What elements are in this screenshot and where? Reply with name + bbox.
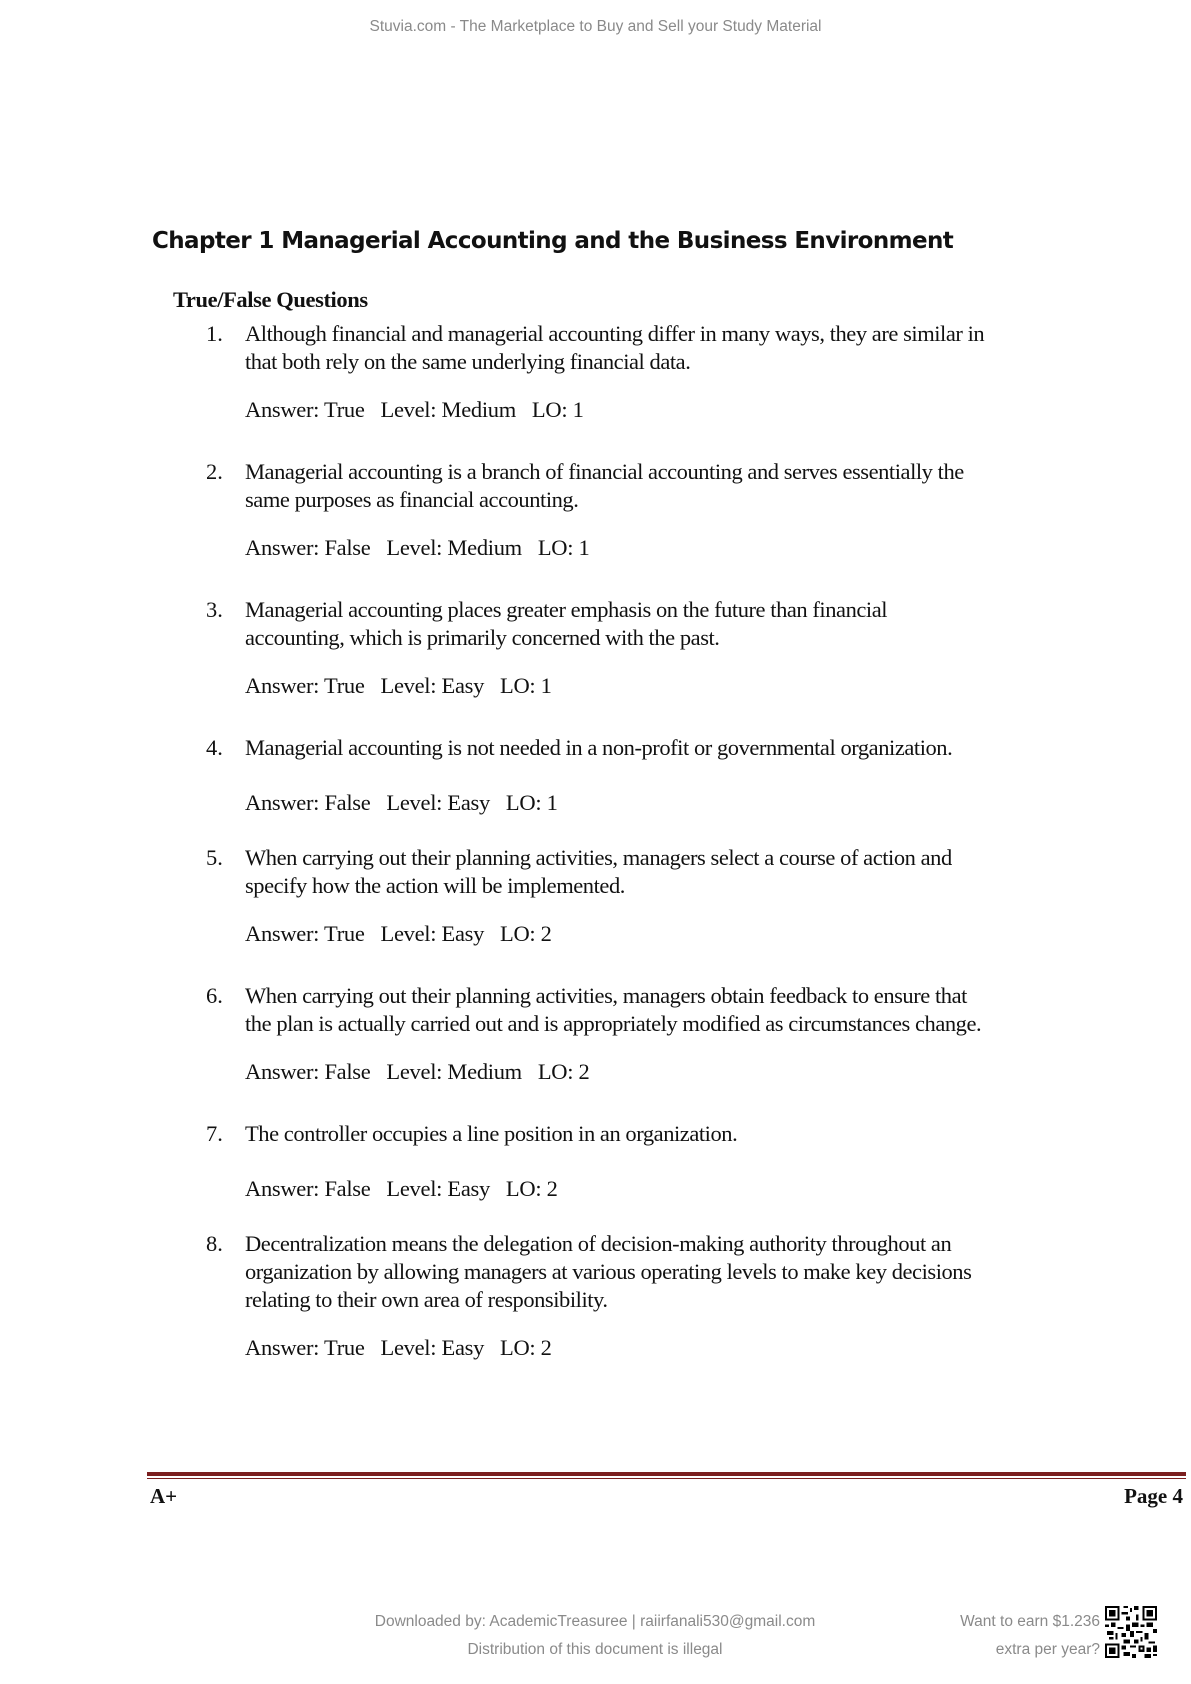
question-text: Although financial and managerial accounting differ in many ways, they are similar in that both rely on the same underlying financial data. — [245, 321, 985, 374]
promo-line-2: extra per year? — [995, 1641, 1100, 1658]
question-number: 8. — [206, 1231, 223, 1256]
question-text: Decentralization means the delegation of decision-making authority throughout an organization by allowing managers at various operating levels to make key decisions relating to their own area of responsibility. — [245, 1231, 972, 1312]
answer-line: Answer: False Level: Easy LO: 1 — [245, 790, 558, 815]
download-info — [300, 1608, 890, 1664]
chapter-title: Chapter 1 Managerial Accounting and the Business Environment — [152, 228, 954, 254]
question-number: 3. — [206, 597, 223, 622]
question-number: 1. — [206, 321, 223, 346]
question-number: 4. — [206, 735, 223, 760]
answer-line: Answer: False Level: Medium LO: 2 — [245, 1059, 590, 1084]
answer-line: Answer: True Level: Medium LO: 1 — [245, 397, 584, 422]
earn-promo[interactable] — [900, 1608, 1100, 1664]
answer-line: Answer: True Level: Easy LO: 1 — [245, 673, 552, 698]
downloaded-by-text: Downloaded by: AcademicTreasuree | raiirfanali530@gmail.com — [374, 1613, 816, 1630]
header-banner: Stuvia.com - The Marketplace to Buy and Sell your Study Material — [369, 18, 822, 35]
answer-line: Answer: True Level: Easy LO: 2 — [245, 921, 552, 946]
question-text: When carrying out their planning activities, managers select a course of action and specify how the action will be implemented. — [245, 845, 952, 898]
question-number: 2. — [206, 459, 223, 484]
footer-divider-thin — [147, 1478, 1186, 1479]
question-text: The controller occupies a line position in an organization. — [245, 1121, 738, 1146]
section-heading: True/False Questions — [173, 287, 368, 312]
promo-line-1: Want to earn $1.236 — [960, 1613, 1100, 1630]
question-text: Managerial accounting is a branch of financial accounting and serves essentially the same purposes as financial accounting. — [245, 459, 964, 512]
question-number: 6. — [206, 983, 223, 1008]
question-text: Managerial accounting places greater emphasis on the future than financial accounting, which is primarily concerned with the past. — [245, 597, 888, 650]
page-number: Page 4 — [1124, 1484, 1183, 1508]
footer-left-text: A+ — [150, 1484, 178, 1508]
distribution-notice: Distribution of this document is illegal — [467, 1641, 723, 1658]
question-number: 5. — [206, 845, 223, 870]
answer-line: Answer: False Level: Medium LO: 1 — [245, 535, 590, 560]
footer-divider — [147, 1472, 1186, 1476]
question-text: Managerial accounting is not needed in a non-profit or governmental organization. — [245, 735, 953, 760]
answer-line: Answer: False Level: Easy LO: 2 — [245, 1176, 558, 1201]
question-number: 7. — [206, 1121, 223, 1146]
qr-code-icon[interactable] — [1105, 1606, 1157, 1658]
question-text: When carrying out their planning activities, managers obtain feedback to ensure that the plan is actually carried out and is appropriately modified as circumstances change. — [245, 983, 982, 1036]
answer-line: Answer: True Level: Easy LO: 2 — [245, 1335, 552, 1360]
